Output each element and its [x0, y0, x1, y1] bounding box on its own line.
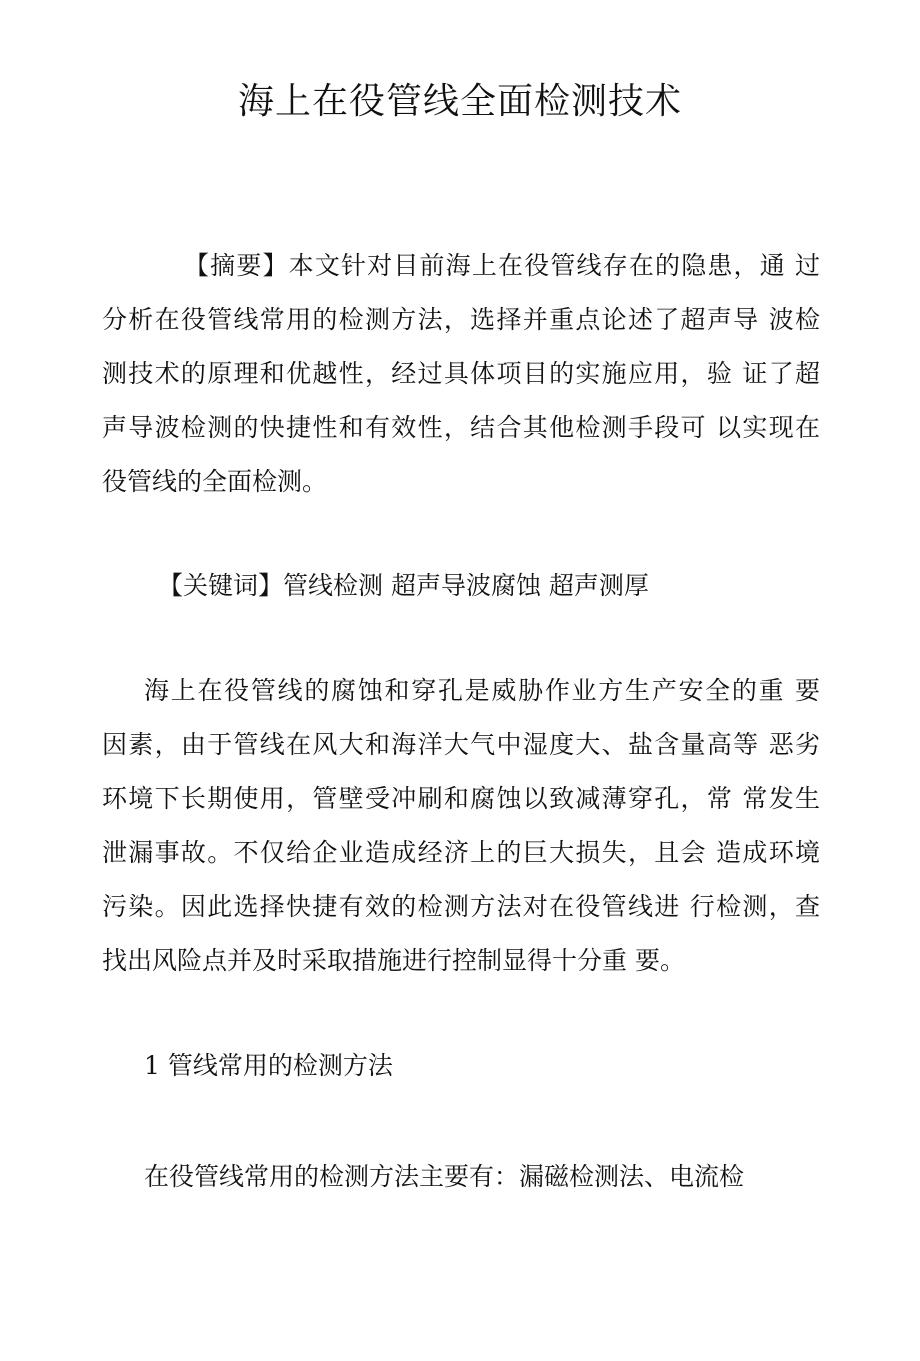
abstract-line: 役管线的全面检测。 [102, 467, 328, 496]
section-first-line: 在役管线常用的检测方法主要有：漏磁检测法、电流检 [144, 1162, 745, 1191]
abstract-paragraph [102, 239, 820, 509]
abstract-line: 测技术的原理和优越性，经过具体项目的实施应用，验 证了超 [102, 359, 820, 388]
abstract-line: 分析在役管线常用的检测方法，选择并重点论述了超声导 波检 [102, 305, 820, 334]
abstract-line: 声导波检测的快捷性和有效性，结合其他检测手段可 以实现在 [102, 413, 820, 442]
section-heading: 1 管线常用的检测方法 [144, 1051, 393, 1080]
document-title: 海上在役管线全面检测技术 [237, 81, 682, 122]
intro-paragraph [102, 664, 820, 988]
intro-line: 海上在役管线的腐蚀和穿孔是威胁作业方生产安全的重 要 [144, 676, 820, 705]
intro-line: 因素，由于管线在风大和海洋大气中湿度大、盐含量高等 恶劣 [102, 730, 820, 759]
intro-line: 找出风险点并及时采取措施进行控制显得十分重 要。 [102, 946, 685, 975]
intro-line: 环境下长期使用，管壁受冲刷和腐蚀以致减薄穿孔，常 常发生 [102, 784, 820, 813]
abstract-line: 【摘要】本文针对目前海上在役管线存在的隐患，通 过 [184, 251, 820, 280]
intro-line: 泄漏事故。不仅给企业造成经济上的巨大损失，且会 造成环境 [102, 838, 820, 867]
keywords-line: 【关键词】管线检测 超声导波腐蚀 超声测厚 [158, 571, 649, 600]
intro-line: 污染。因此选择快捷有效的检测方法对在役管线进 行检测，查 [102, 892, 820, 921]
